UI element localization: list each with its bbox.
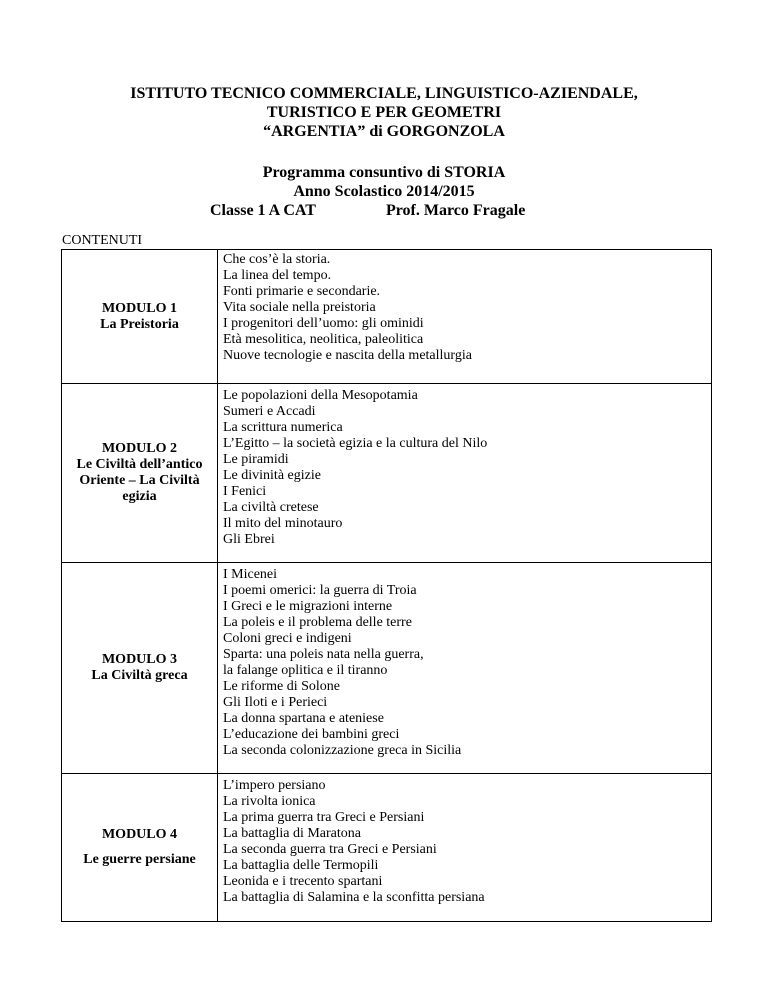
topic-item: I Micenei [223, 567, 278, 582]
module-cell [62, 563, 218, 774]
topic-item: I progenitori dell’uomo: gli ominidi [223, 316, 424, 331]
module-title: La Civiltà greca [91, 668, 188, 683]
topic-item: Le divinità egizie [223, 468, 321, 483]
topic-item: La poleis e il problema delle terre [223, 615, 412, 630]
topic-item: Le popolazioni della Mesopotamia [223, 388, 418, 403]
topic-item: I poemi omerici: la guerra di Troia [223, 583, 417, 598]
topic-item: Sparta: una poleis nata nella guerra, [223, 647, 424, 662]
topic-item: La seconda guerra tra Greci e Persiani [223, 842, 437, 857]
module-title-line: Le Civiltà dell’antico [76, 457, 203, 472]
school-year: Anno Scolastico 2014/2015 [293, 183, 475, 200]
school-name-line-1: ISTITUTO TECNICO COMMERCIALE, LINGUISTICO-AZIENDALE, [130, 85, 638, 102]
topic-item: Vita sociale nella preistoria [223, 300, 376, 315]
topic-item: Le piramidi [223, 452, 289, 467]
school-name-line-2: TURISTICO E PER GEOMETRI [266, 104, 502, 121]
topics-cell [218, 384, 712, 563]
topic-item: Che cos’è la storia. [223, 252, 331, 267]
module-number: MODULO 2 [101, 441, 178, 456]
topic-item: La battaglia delle Termopili [223, 858, 379, 873]
program-title: Programma consuntivo di STORIA [262, 164, 506, 181]
topic-item: Leonida e i trecento spartani [223, 874, 383, 889]
topics-cell [218, 250, 712, 384]
class-name: Classe 1 A CAT [210, 202, 316, 219]
topic-item: La rivolta ionica [223, 794, 316, 809]
contents-label: CONTENUTI [62, 233, 143, 248]
school-name-line-3: “ARGENTIA” di GORGONZOLA [263, 123, 505, 140]
topic-item: La seconda colonizzazione greca in Sicilia [223, 743, 462, 758]
program-heading [0, 163, 768, 220]
class-and-teacher [0, 201, 768, 220]
table-row [62, 563, 712, 774]
topic-item: Il mito del minotauro [223, 516, 343, 531]
topic-item: I Greci e le migrazioni interne [223, 599, 393, 614]
module-number: MODULO 3 [101, 652, 178, 667]
module-title-line: egizia [122, 489, 157, 504]
topic-item: L’educazione dei bambini greci [223, 727, 400, 742]
topics-cell [218, 774, 712, 922]
topic-item: Gli Iloti e i Perieci [223, 695, 328, 710]
topic-item: La civiltà cretese [223, 500, 319, 515]
module-number: MODULO 4 [101, 827, 178, 842]
topic-item: La linea del tempo. [223, 268, 332, 283]
module-title: La Preistoria [100, 316, 179, 332]
topic-item: Fonti primarie e secondarie. [223, 284, 381, 299]
topic-item: La battaglia di Salamina e la sconfitta persiana [223, 890, 485, 905]
topic-item: Le riforme di Solone [223, 679, 341, 694]
table-row [62, 384, 712, 563]
modules-table [61, 249, 712, 922]
module-cell [62, 250, 218, 384]
topic-item: La scrittura numerica [223, 420, 343, 435]
school-header [0, 84, 768, 141]
topic-item: Gli Ebrei [223, 532, 275, 547]
topic-item: Sumeri e Accadi [223, 404, 316, 419]
topic-item: La battaglia di Maratona [223, 826, 361, 841]
topic-item: la falange oplitica e il tiranno [223, 663, 388, 678]
topic-item: Età mesolitica, neolitica, paleolitica [223, 332, 424, 347]
topic-item: L’Egitto – la società egizia e la cultura del Nilo [223, 436, 488, 451]
teacher-name: Prof. Marco Fragale [385, 202, 526, 219]
topic-item: I Fenici [223, 484, 267, 499]
topic-item: Nuove tecnologie e nascita della metallurgia [223, 348, 472, 363]
topic-item: La donna spartana e ateniese [223, 711, 384, 726]
topics-cell [218, 563, 712, 774]
module-title-line: Oriente – La Civiltà [79, 473, 200, 488]
table-row [62, 250, 712, 384]
topic-item: L’impero persiano [223, 778, 326, 793]
table-row [62, 774, 712, 922]
module-cell [62, 774, 218, 922]
module-title: Le guerre persiane [83, 852, 196, 867]
module-cell [62, 384, 218, 563]
topic-item: Coloni greci e indigeni [223, 631, 352, 646]
module-number: MODULO 1 [101, 300, 178, 316]
topic-item: La prima guerra tra Greci e Persiani [223, 810, 425, 825]
